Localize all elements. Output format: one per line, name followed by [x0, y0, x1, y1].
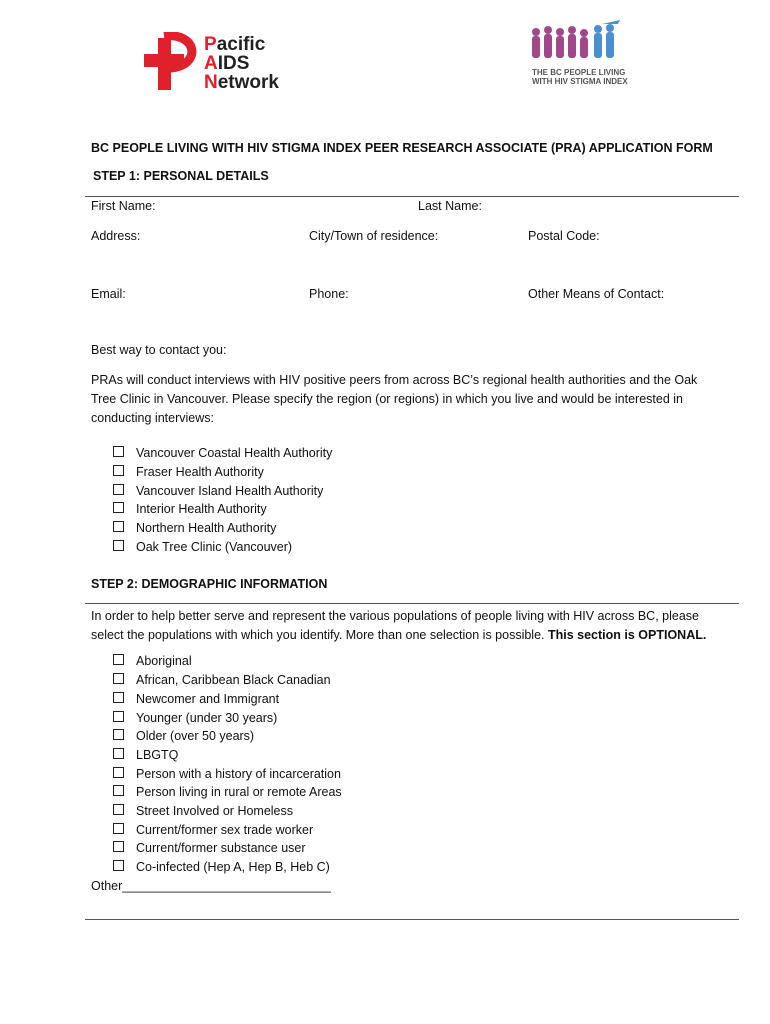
population-option[interactable]	[113, 860, 330, 875]
first-name-label: First Name:	[91, 199, 156, 213]
email-label: Email:	[91, 287, 126, 301]
population-option[interactable]	[113, 823, 313, 838]
population-option[interactable]	[113, 711, 277, 726]
stigma-index-logo	[528, 20, 628, 90]
region-option[interactable]	[113, 540, 292, 555]
address-label: Address:	[91, 229, 141, 243]
population-label: Newcomer and Immigrant	[136, 692, 280, 706]
index-logo-line2: WITH HIV STIGMA INDEX	[532, 77, 628, 86]
checkbox[interactable]	[113, 446, 124, 457]
demographic-instructions-text: select the populations with which you identify. More than one selection is possible.	[91, 628, 545, 642]
demographic-instructions	[91, 607, 706, 645]
population-label: Person with a history of incarceration	[136, 767, 341, 781]
population-label: African, Caribbean Black Canadian	[136, 673, 331, 687]
population-label: Current/former substance user	[136, 841, 306, 855]
demographic-instructions-line2	[91, 626, 706, 645]
checkbox[interactable]	[113, 521, 124, 532]
pan-logo-mark-icon	[142, 32, 202, 92]
population-label: Older (over 50 years)	[136, 729, 255, 743]
region-option[interactable]	[113, 465, 264, 480]
checkbox[interactable]	[113, 692, 124, 703]
region-option[interactable]	[113, 446, 332, 461]
population-option[interactable]	[113, 692, 279, 707]
footer-divider	[85, 919, 739, 920]
step1-divider	[85, 196, 739, 197]
pan-word-aids: AIDS	[204, 53, 250, 74]
population-option[interactable]	[113, 748, 178, 763]
pan-word-pacific: Pacific	[204, 34, 266, 55]
population-option[interactable]	[113, 654, 192, 669]
checkbox[interactable]	[113, 841, 124, 852]
demographic-instructions-line1: In order to help better serve and represent the various populations of people living with HIV across BC, please	[91, 609, 699, 623]
form-title: BC PEOPLE LIVING WITH HIV STIGMA INDEX PEER RESEARCH ASSOCIATE (PRA) APPLICATION FORM	[91, 141, 713, 155]
checkbox[interactable]	[113, 767, 124, 778]
population-option[interactable]	[113, 767, 341, 782]
index-logo-line1: THE BC PEOPLE LIVING	[532, 68, 626, 77]
city-label: City/Town of residence:	[309, 229, 439, 243]
regions-instructions-line1: PRAs will conduct interviews with HIV positive peers from across BC’s regional health authorities and the Oak	[91, 373, 698, 387]
population-label: Street Involved or Homeless	[136, 804, 294, 818]
phone-label: Phone:	[309, 287, 349, 301]
checkbox[interactable]	[113, 860, 124, 871]
region-label: Vancouver Coastal Health Authority	[136, 446, 333, 460]
last-name-label: Last Name:	[418, 199, 482, 213]
regions-instructions-line3: conducting interviews:	[91, 411, 214, 425]
regions-instructions	[91, 371, 697, 428]
step2-divider	[85, 603, 739, 604]
population-label: Current/former sex trade worker	[136, 823, 314, 837]
other-population-field[interactable]: Other______________________________	[91, 879, 331, 893]
other-contact-label: Other Means of Contact:	[528, 287, 665, 301]
population-option[interactable]	[113, 673, 331, 688]
region-label: Fraser Health Authority	[136, 465, 264, 479]
region-label: Northern Health Authority	[136, 521, 277, 535]
checkbox[interactable]	[113, 465, 124, 476]
postal-code-label: Postal Code:	[528, 229, 600, 243]
population-option[interactable]	[113, 841, 306, 856]
region-label: Interior Health Authority	[136, 502, 267, 516]
checkbox[interactable]	[113, 654, 124, 665]
region-option[interactable]	[113, 521, 276, 536]
population-option[interactable]	[113, 804, 293, 819]
region-option[interactable]	[113, 484, 323, 499]
population-label: Younger (under 30 years)	[136, 711, 278, 725]
population-option[interactable]	[113, 729, 254, 744]
optional-note: This section is OPTIONAL.	[547, 628, 707, 642]
step2-heading: STEP 2: DEMOGRAPHIC INFORMATION	[91, 577, 328, 591]
region-option[interactable]	[113, 502, 267, 517]
pacific-aids-network-logo	[142, 32, 282, 92]
checkbox[interactable]	[113, 484, 124, 495]
checkbox[interactable]	[113, 823, 124, 834]
step1-heading: STEP 1: PERSONAL DETAILS	[93, 169, 269, 183]
population-label: Aboriginal	[136, 654, 192, 668]
population-label: Person living in rural or remote Areas	[136, 785, 342, 799]
checkbox[interactable]	[113, 748, 124, 759]
checkbox[interactable]	[113, 711, 124, 722]
checkbox[interactable]	[113, 540, 124, 551]
best-way-label: Best way to contact you:	[91, 343, 227, 357]
population-option[interactable]	[113, 785, 342, 800]
pan-word-network: Network	[204, 72, 279, 93]
checkbox[interactable]	[113, 804, 124, 815]
people-silhouettes-icon	[528, 20, 624, 62]
region-label: Vancouver Island Health Authority	[136, 484, 324, 498]
checkbox[interactable]	[113, 729, 124, 740]
regions-instructions-line2: Tree Clinic in Vancouver. Please specify the region (or regions) in which you live and would be interested in	[91, 392, 683, 406]
checkbox[interactable]	[113, 785, 124, 796]
checkbox[interactable]	[113, 502, 124, 513]
population-label: Co-infected (Hep A, Hep B, Heb C)	[136, 860, 330, 874]
population-label: LBGTQ	[136, 748, 179, 762]
region-label: Oak Tree Clinic (Vancouver)	[136, 540, 293, 554]
checkbox[interactable]	[113, 673, 124, 684]
